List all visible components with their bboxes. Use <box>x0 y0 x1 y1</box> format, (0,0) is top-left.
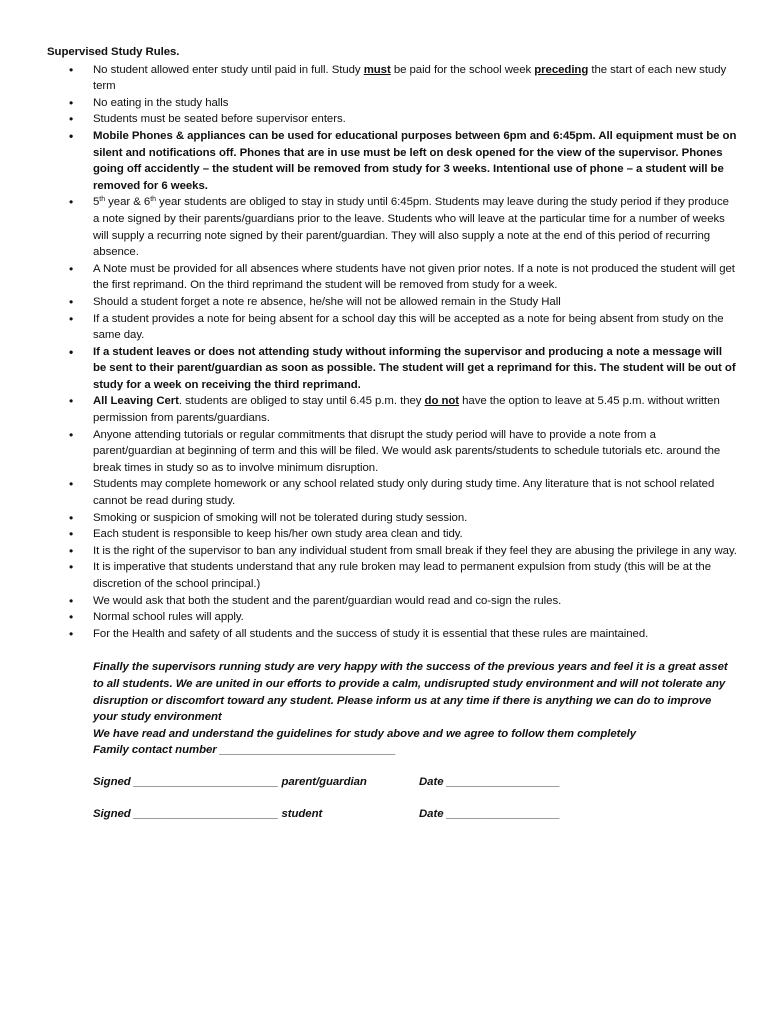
rule-item <box>93 62 737 95</box>
rule-emphasis: preceding <box>534 63 589 76</box>
rule-text: Anyone attending tutorials or regular commitments that disrupt the study period will have to provide a note from a parent/guardian at beginning of term and this will be filed. We would ask parents/students to schedule tutorials etc. around the break times in study so as to involve minimum disruption. <box>93 428 721 474</box>
rule-item <box>93 194 737 260</box>
rule-text: be paid for the school week <box>390 63 535 76</box>
rule-item <box>93 311 737 344</box>
rule-text: Each student is responsible to keep his/her own study area clean and tidy. <box>93 528 463 541</box>
rule-text: If a student provides a note for being absent for a school day this will be accepted as a note for being absent from study on the same day. <box>93 312 724 342</box>
rule-text: Students may complete homework or any school related study only during study time. Any literature that is not school related cannot be read during study. <box>93 478 715 508</box>
rule-item <box>93 344 737 394</box>
document-title: Supervised Study Rules. <box>47 46 180 58</box>
rule-item <box>93 427 737 477</box>
rule-text: Should a student forget a note re absence, he/she will not be allowed remain in the Study Hall <box>93 295 561 308</box>
rule-item <box>93 128 737 194</box>
rule-text: It is the right of the supervisor to ban any individual student from small break if they feel they are abusing the privilege in any way. <box>93 544 737 557</box>
rule-item <box>93 261 737 294</box>
rule-text: For the Health and safety of all students and the success of study it is essential that these rules are maintained. <box>93 627 649 640</box>
rule-item <box>93 609 737 626</box>
ordinal-suffix: th <box>99 196 106 204</box>
rule-item <box>93 111 737 128</box>
rule-text: We would ask that both the student and the parent/guardian would read and co-sign the rules. <box>93 594 562 607</box>
rule-text: the start of each new study term <box>93 63 727 93</box>
rule-text: A Note must be provided for all absences where students have not given prior notes. If a note is not produced the student will get the first reprimand. On the third reprimand the student will be removed from study for a week. <box>93 262 735 292</box>
rule-text: . students are obliged to stay until 6.45 p.m. they <box>178 395 425 408</box>
rule-item <box>93 526 737 543</box>
rule-emphasis: All Leaving Cert <box>93 395 179 408</box>
agreement-statement: We have read and understand the guidelines for study above and we agree to follow them completely <box>93 727 637 740</box>
rule-item <box>93 476 737 509</box>
rule-item <box>93 510 737 527</box>
rule-item <box>93 593 737 610</box>
closing-section <box>93 659 737 822</box>
rule-item <box>93 543 737 560</box>
family-contact-line: Family contact number ____________________________ <box>93 744 396 757</box>
rule-text: year students are obliged to stay in study until 6:45pm. Students may leave during the study period if they produce a note signed by their parents/guardians prior to the leave. Students who will leave at the particular time for a number of weeks will supply a recurring note signed by their parent/guardian. They will also supply a note at the end of this period of recurring absence. <box>93 196 729 259</box>
ordinal-suffix: th <box>150 196 156 204</box>
rule-item <box>93 393 737 426</box>
rule-text: Normal school rules will apply. <box>93 611 244 624</box>
rule-emphasis: do not <box>424 395 460 408</box>
rule-text: 5 <box>93 196 100 209</box>
closing-paragraph: Finally the supervisors running study are very happy with the success of the previous years and feel it is a great asset to all students. We are united in our efforts to provide a calm, undisrupted study environment and will not tolerate any disruption or discomfort toward any student. Please inform us at any time if there is anything we can do to improve your study environment <box>93 661 728 724</box>
rule-item <box>93 95 737 112</box>
rule-item <box>93 559 737 592</box>
rule-text: have the option to leave at 5.45 p.m. without written permission from parents/guardians. <box>93 395 720 425</box>
rule-text: If a student leaves or does not attending study without informing the supervisor and producing a note a message will be sent to their parent/guardian as soon as possible. The student will get a reprimand for this. The student will be out of study for a week on receiving the third reprimand. <box>93 345 736 391</box>
rule-text: Mobile Phones & appliances can be used for educational purposes between 6pm and 6:45pm. All equipment must be on silent and notifications off. Phones that are in use must be left on desk opened for the view of the supervisor. Phones going off accidently – the student will be removed from study for 3 weeks. Intentional use of phone – a student will be removed for 6 weeks. <box>93 129 737 192</box>
parent-signature-line: Signed _______________________ parent/guardian <box>93 775 367 788</box>
parent-signature-row <box>93 774 737 791</box>
rule-emphasis: must <box>363 63 391 76</box>
student-signature-row <box>93 806 737 823</box>
rules-list <box>47 62 737 643</box>
rule-text: Smoking or suspicion of smoking will not be tolerated during study session. <box>93 511 468 524</box>
student-signature-line: Signed _______________________ student <box>93 807 323 820</box>
rule-text: It is imperative that students understand that any rule broken may lead to permanent expulsion from study (this will be at the discretion of the school principal.) <box>93 561 711 590</box>
rule-text: Students must be seated before supervisor enters. <box>93 113 346 126</box>
document-page <box>47 44 737 822</box>
rule-item <box>93 294 737 311</box>
rule-text: No student allowed enter study until paid in full. Study <box>93 63 364 76</box>
parent-date-line: Date __________________ <box>419 775 560 788</box>
rule-text: year & 6 <box>105 196 151 209</box>
rule-item <box>93 626 737 643</box>
student-date-line: Date __________________ <box>419 807 560 820</box>
rule-text: No eating in the study halls <box>93 96 229 109</box>
